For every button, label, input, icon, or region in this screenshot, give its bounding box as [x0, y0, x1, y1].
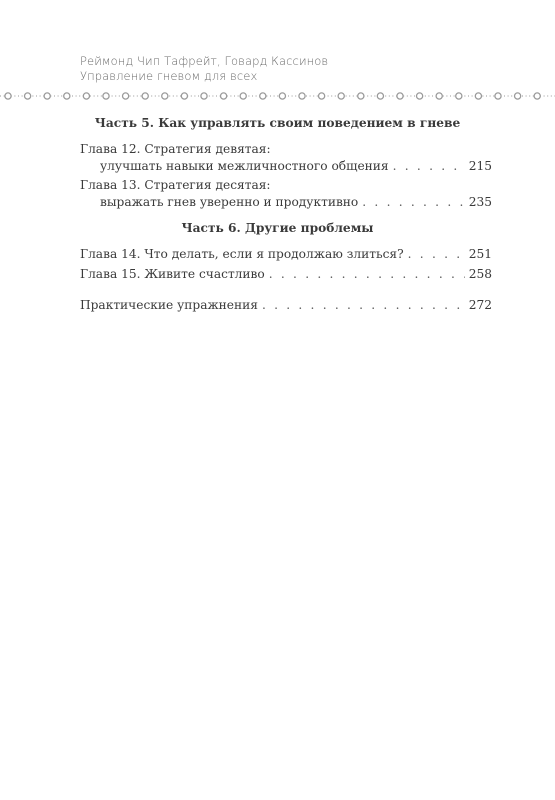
header-authors: Реймонд Чип Тафрейт, Говард Кассинов: [80, 54, 329, 68]
ornament-ring: [5, 93, 11, 99]
ch14-page: 251: [468, 247, 492, 261]
ch12-subtitle: улучшать навыки межличностного общения: [100, 159, 389, 173]
ch14-label: Глава 14. Что делать, если я продолжаю злиться?: [80, 247, 404, 261]
ornament-ring: [338, 93, 344, 99]
ch13-subtitle: выражать гнев уверенно и продуктивно: [100, 195, 359, 209]
ornament-ring: [221, 93, 227, 99]
ornament-ring: [436, 93, 442, 99]
ornament-ring: [142, 93, 148, 99]
ornament-ring: [103, 93, 109, 99]
toc-entry-ch15: [80, 266, 492, 282]
ornament-ring: [260, 93, 266, 99]
ch13-page: 235: [468, 195, 492, 209]
ornament-ring: [83, 93, 89, 99]
ornament-ring: [417, 93, 423, 99]
ch15-page: 258: [468, 267, 492, 281]
leader-dots: [408, 246, 465, 262]
ornament-ring: [495, 93, 501, 99]
ornament-ring: [25, 93, 31, 99]
part5-title: Часть 5. Как управлять своим поведением в гневе: [94, 116, 461, 130]
exercises-label: Практические упражнения: [80, 298, 258, 312]
ornament-ring: [475, 93, 481, 99]
toc-entry-ch14: [80, 246, 492, 262]
ornament-ring: [162, 93, 168, 99]
ornament-ring: [201, 93, 207, 99]
header-book-title: Управление гневом для всех: [80, 68, 258, 83]
part6-title: Часть 6. Другие проблемы: [181, 221, 374, 235]
leader-dots: [393, 158, 465, 174]
ornament-ring: [377, 93, 383, 99]
ch13-label: Глава 13. Стратегия десятая:: [80, 178, 271, 192]
ornament-ring: [240, 93, 246, 99]
ch15-label: Глава 15. Живите счастливо: [80, 267, 265, 281]
ornament-ring: [534, 93, 540, 99]
ornament-ring: [358, 93, 364, 99]
toc-entry-ch12: [100, 158, 492, 174]
ornament-ring: [44, 93, 50, 99]
ornament-ring: [515, 93, 521, 99]
ornament-ring: [64, 93, 70, 99]
running-head: [80, 54, 328, 83]
ornament-ring: [319, 93, 325, 99]
leader-dots: [269, 266, 465, 282]
exercises-page: 272: [468, 298, 492, 312]
ch12-page: 215: [468, 159, 492, 173]
ch12-label: Глава 12. Стратегия девятая:: [80, 142, 271, 156]
leader-dots: [362, 194, 464, 210]
toc-entry-exercises: [80, 297, 492, 313]
ornament-ring: [123, 93, 129, 99]
ornament-ring: [397, 93, 403, 99]
ornament-ring: [279, 93, 285, 99]
ornament-ring: [456, 93, 462, 99]
ornament-border-icon: [0, 90, 555, 102]
toc-entry-ch13: [100, 194, 492, 210]
ornament-ring: [299, 93, 305, 99]
ornament-ring: [181, 93, 187, 99]
leader-dots: [262, 297, 465, 313]
